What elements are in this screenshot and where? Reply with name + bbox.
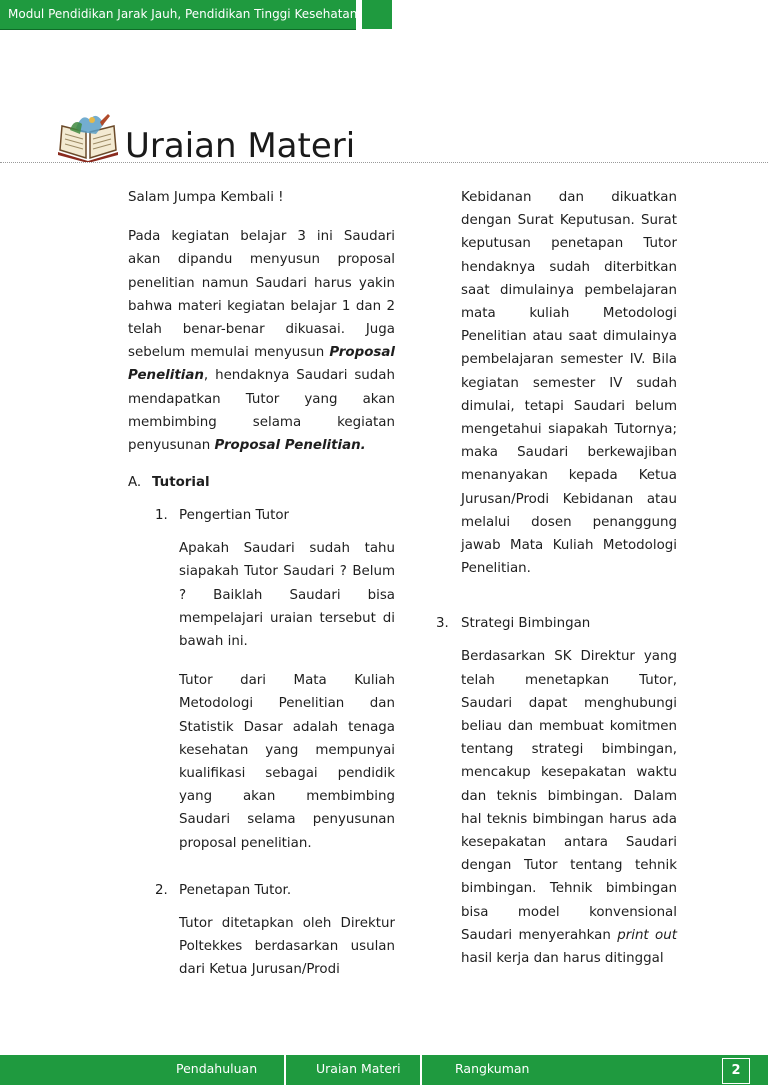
item-1-paragraph-1: Apakah Saudari sudah tahu siapakah Tutor Saudari ? Belum ? Baiklah Saudari bisa mempelajari uraian tersebut di bawah ini. — [179, 541, 395, 650]
list-a-marker: A. — [128, 475, 142, 491]
module-header-bar — [0, 0, 356, 30]
section-title: Uraian Materi — [125, 126, 356, 166]
tutorial-heading: Tutorial — [152, 475, 210, 491]
item-2-body — [179, 912, 395, 982]
intro-emphasis-2: Proposal Penelitian. — [214, 438, 366, 454]
item-3-heading-row — [436, 612, 677, 635]
intro-text-part1: Pada kegiatan belajar 3 ini Saudari akan dipandu menyusun proposal penelitian namun Saudari harus yakin bahwa materi kegiatan belajar 1 dan 2 telah benar-benar dikuasai. Juga sebelum memulai menyusun — [128, 229, 395, 361]
item-3-text-part2: hasil kerja dan harus ditinggal — [461, 951, 664, 967]
footer-tab-uraian-materi[interactable]: Uraian Materi — [316, 1061, 401, 1076]
item-2-number: 2. — [155, 882, 168, 898]
item-3-heading: Strategi Bimbingan — [461, 616, 591, 632]
item-1-body — [179, 537, 395, 855]
intro-text-part2: , hendaknya Saudari sudah mendapatkan Tutor yang akan membimbing selama kegiatan penyusunan — [128, 368, 395, 454]
intro-paragraph — [128, 225, 395, 457]
greeting: Salam Jumpa Kembali ! — [128, 190, 284, 205]
item-1-number: 1. — [155, 508, 168, 524]
footer-tab-pendahuluan[interactable]: Pendahuluan — [176, 1061, 258, 1076]
open-book-icon — [56, 110, 120, 162]
right-paragraph-1: Kebidanan dan dikuatkan dengan Surat Keputusan. Surat keputusan penetapan Tutor hendaknya sudah diterbitkan saat dimulainya pembelajaran mata kuliah Metodologi Penelitian atau saat dimulainya pembelajaran semester IV. Bila kegiatan semester IV sudah dimulai, tetapi Saudari belum mengetahui siapakah Tutornya; maka Saudari berkewajiban menanyakan kepada Ketua Jurusan/Prodi Kebidanan atau melalui dosen penanggung jawab Mata Kuliah Metodologi Penelitian. — [461, 190, 677, 577]
item-3-text-part1: Berdasarkan SK Direktur yang telah menetapkan Tutor, Saudari dapat menghubungi beliau dan membuat komitmen tentang strategi bimbingan, mencakup kesepakatan waktu dan teknis bimbingan. Dalam hal teknis bimbingan harus ada kesepakatan antara Saudari dengan Tutor tentang tehnik bimbingan. Tehnik bimbingan bisa model konvensional Saudari menyerahkan — [461, 649, 677, 943]
item-2-heading: Penetapan Tutor. — [179, 882, 292, 898]
item-1-paragraph-2: Tutor dari Mata Kuliah Metodologi Penelitian dan Statistik Dasar adalah tenaga kesehatan yang mempunyai kualifikasi sebagai pendidik yang akan membimbing Saudari selama penyusunan proposal penelitian. — [179, 673, 395, 851]
intro-emphasis-1: Proposal Penelitian — [128, 345, 395, 384]
item-1 — [155, 504, 395, 855]
item-2-paragraph: Tutor ditetapkan oleh Direktur Poltekkes berdasarkan usulan dari Ketua Jurusan/Prodi — [179, 915, 395, 978]
footer-separator — [284, 1055, 286, 1085]
item-3-emphasis: print out — [617, 927, 677, 943]
left-column — [128, 186, 395, 981]
page-number: 2 — [722, 1058, 750, 1084]
item-1-heading: Pengertian Tutor — [179, 508, 290, 524]
item-3-paragraph — [461, 645, 677, 970]
footer-tab-rangkuman[interactable]: Rangkuman — [455, 1061, 530, 1076]
right-column — [436, 186, 677, 970]
module-title: Modul Pendidikan Jarak Jauh, Pendidikan Tinggi Kesehatan — [8, 7, 358, 21]
title-divider — [0, 162, 768, 163]
item-2-heading-row — [155, 879, 395, 902]
item-1-heading-row — [155, 504, 395, 527]
header-accent-square — [362, 0, 392, 29]
list-a-heading-row — [128, 471, 395, 494]
footer-separator — [420, 1055, 422, 1085]
item-2 — [155, 879, 395, 982]
item-3-number: 3. — [436, 616, 449, 632]
